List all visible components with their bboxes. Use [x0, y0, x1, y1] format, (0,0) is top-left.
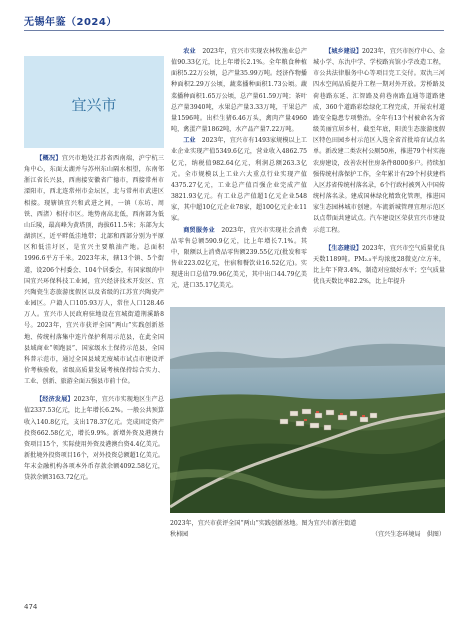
economy-text: 2023年，宜兴市实现地区生产总值2337.53亿元，比上年增长6.2%。一般公共预算收入140.8亿元，支出178.37亿元。完成固定资产投资662.58亿元，增长9.9%。新增外资及港澳台资项目15个，实际使用外资及港澳台资4.4亿美元。新批境外投资项目16个，对外投资总额超1亿美元。年末金融机构各项本外币存款余额4092.58亿元，贷款余额3163.72亿元。	[24, 396, 164, 482]
section-title-band	[24, 56, 164, 148]
caption-prefix: 秋柿园	[170, 531, 189, 538]
column-2	[171, 46, 307, 291]
column-1	[24, 153, 164, 484]
caption-line-2-wrap	[170, 529, 445, 540]
running-header: 无锡年鉴（2024）	[24, 17, 117, 28]
urban-paragraph	[313, 46, 445, 236]
agriculture-heading: 农业	[183, 48, 196, 55]
eco-text: 2023年，宜兴市空气质量优良天数1189吨。PM₂.₅平均浓度28微克/立方米，比上年下降3.4%，制造对应级好水平；空气质量优良天数比率82.2%，比上年提升	[313, 244, 445, 286]
caption-line-1: 2023年，宜兴市获评全国“两山”实践创新基地。图为宜兴市新庄街道	[170, 520, 357, 527]
header-rule	[24, 30, 444, 31]
trade-text: 2023年，宜兴市实现社会消费品零售总额590.9亿元，比上年增长7.1%。其中，限额以上消费品零售额239.55亿元(批发和零售业223.02亿元，住宿和餐饮业16.52亿元)。实现进出口总值79.96亿美元，其中出口44.79亿美元，进口35.17亿美元。	[171, 226, 308, 290]
photo-caption	[170, 518, 445, 540]
overview-text: 宜兴市地处江苏省西南端，沪宁杭三角中心，东面太湖并与苏州东山隔水相望，东南邻浙江省长兴县，西南接安徽省广德市，西接常州市溧阳市，西北连常州市金坛区，北与常州市武进区相接。现辖镇宜兴和武进之间，一镇（东坊、周铁、西渚）相付市区。地势南高北低，西南部为低山丘陵，最高峰为黄塔顶，海拔611.5米；东部为太湖滨区，近平畔低洼地带；北部和西部分别为平原区和低洼圩区，是宜兴主要粮油产地。总面积1996.6平方千米。2023年末，辖13个镇、5个街道，设206个村委会、104个居委会，有国家级的中国宜兴环保科技工业园，宜兴经济技术开发区、宜兴陶瓷生态旅游度假区以及省级的江苏宜兴陶瓷产业园区。户籍人口105.93万人，常住人口128.46万人。宜兴市人民政府驻地设在宜城街道荆溪路8号。2023年，宜兴市获评全国“两山”实践创新基地、传统村落集中连片保护利用示范县，在此全国县域商业“领跑县”、国家级水土保持示范县，全国科普示范市，通过全国县域无废城市试点市建设评价考核验收，省级高质量发展考核保持综合实力、工业、创新、旅游全面五强县市前十位。	[24, 155, 164, 386]
economy-heading: 【经济发展】	[36, 396, 74, 404]
overview-heading: 【概况】	[36, 155, 62, 162]
trade-paragraph	[171, 225, 307, 292]
eco-heading: 【生态建设】	[325, 244, 362, 252]
overview-paragraph	[24, 153, 164, 387]
trade-heading: 商贸服务业	[183, 226, 216, 234]
economy-paragraph	[24, 394, 164, 483]
industry-heading: 工业	[183, 137, 196, 145]
page-number: 474	[24, 603, 38, 611]
aerial-village-photo	[170, 307, 445, 513]
section-title: 宜兴市	[71, 96, 117, 114]
urban-text: 2023年，宜兴市医疗中心、金城小学、东氿中学、学校路宾馆小学改造工程，市公共法律服务中心等项目完工交付。双氿三河四水空间品质提升工程一期对外开放。芳桥路及荷巷路东延、汇智路及荷巷南路直通等道路建成，360个道路彩绘绿化工程完成，开展农村道路安全隐患专项整治。全年有13个村被命名为省级美丽宜居乡村，截至年底，阳羡生态旅游度假区特色田园乡村示范区入选全省首批培育试点名单。新改建二类农村公厕50座，推进79个村实施农房建设，改善农村住房条件8000多户。持续加强传统村落保护工作，全年累计有29个村获建档入区苏省传统村落名录，6个行政村被列入中国传统村落名录。建成国林绿化精致化管理，推进国家生态园林城市创建。车流新城管理宜理示范区以点带面共建试点。汽车建设区荣获宜兴市建设示范工程。	[313, 48, 445, 234]
agriculture-paragraph	[171, 46, 307, 135]
urban-heading: 【城乡建设】	[325, 48, 362, 55]
eco-paragraph	[313, 243, 445, 288]
agriculture-text: 2023年，宜兴市实现农林牧渔业总产值90.33亿元，比上年增长2.1%。全年粮食种植面积5.22万公顷，总产量35.99万吨。经济作物播种面积2.29万公顷，蔬菜播种面积1.73公顷。蔬菜播种面积1.65万公顷，总产量61.59万吨；茶叶总产量3940吨，水果总产量3.33万吨，干果总产量1596吨。出栏生猪6.46万头，禽肉产量4960吨，禽蛋产量1862吨，水产品产量7.22万吨。	[171, 48, 308, 134]
caption-credit: （宜兴生态环境局 供图）	[371, 531, 445, 538]
industry-paragraph	[171, 135, 307, 224]
column-3	[313, 46, 445, 287]
industry-text: 2023年，宜兴市有1493家规模以上工业企业实现产值5349.6亿元，营业收入4862.75亿元，纳税值982.64亿元，利润总额263.3亿元。全市规模以上工业六大重点行业实现产值4375.27亿元，工业总产值百强企业完成产值3821.93亿元。有工业总产值超1亿元企业548家，其中超10亿元企业78家，超100亿元企业11家。	[171, 137, 307, 223]
